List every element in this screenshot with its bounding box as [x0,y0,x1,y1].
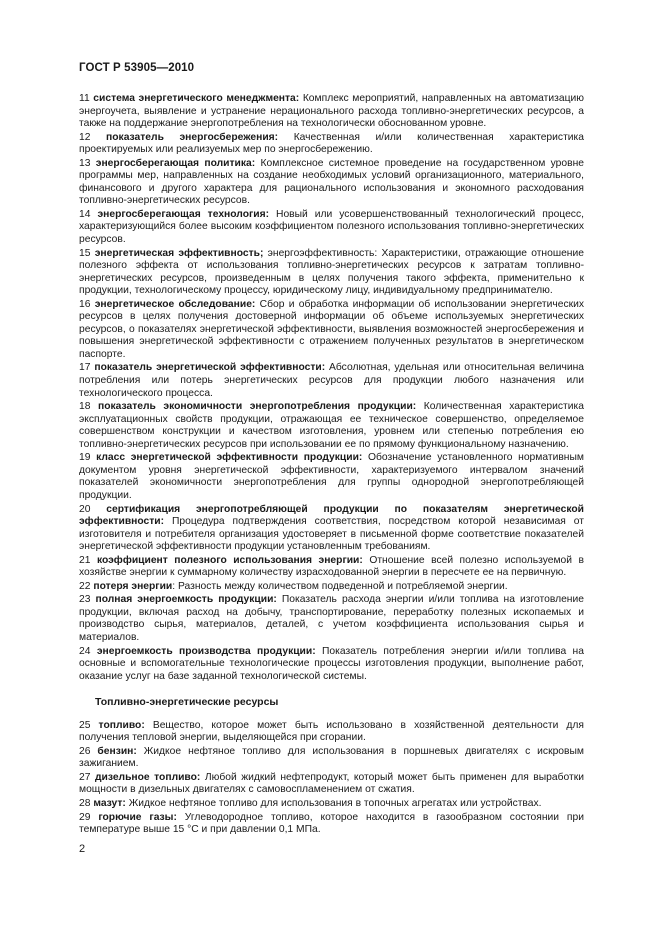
term-definition: Качественная и/или количественная характеристика проектируемых или реализуемых мер по энергосбережению. [79,131,584,156]
term-number: 19 [79,452,91,464]
term-entry [79,646,584,684]
term-number: 16 [79,298,91,310]
term-definition: Углеводородное топливо, которое находится в газообразном состоянии при температуре выше 15 °С и при давлении 0,1 МПа. [79,811,584,836]
term-definition: Количественная характеристика эксплуатационных свойств продукции, отражающая ее техническое совершенство, определяемое совершенством конструкции и качеством изготовления, уровнем или степенью потребления ею топливно-энергетических ресурсов при использовании ее по прямому функциональному назначению. [79,401,584,450]
term-name: горючие газы: [98,811,177,823]
term-entry [79,504,584,554]
term-number: 29 [79,811,91,823]
page-number: 2 [79,843,86,855]
section-title: Топливно-энергетические ресурсы [95,696,279,709]
term-entry [79,452,584,502]
term-number: 13 [79,157,91,169]
term-entry [79,132,584,157]
term-number: 12 [79,131,91,143]
term-definition: Показатель расхода энергии и/или топлива на изготовление продукции, включая расход на добычу, транспортирование, переработку полезных ископаемых и производство сырья, материалов, деталей, с учетом коэффициента использования сырья и материалов. [79,594,584,643]
term-number: 14 [79,208,91,220]
term-entry [79,93,584,131]
terms-list-fuel [79,720,584,837]
term-number: 17 [79,362,91,374]
term-definition: Комплексное системное проведение на государственном уровне программы мер, направленных на создание необходимых условий организационного, материального, финансового и другого характера для рационального использования и экономного расходования топливно-энергетических ресурсов. [79,157,584,207]
term-name: показатель энергосбережения: [106,131,279,143]
term-number: 20 [79,503,91,515]
term-number: 26 [79,745,91,757]
term-definition: Отношение всей полезно используемой в хозяйстве энергии к суммарному количеству израсходованной энергии в пересчете ее на первичную. [79,554,584,579]
terms-list-energy [79,93,584,683]
term-definition: Сбор и обработка информации об использовании энергетических ресурсов в целях получения достоверной информации об объеме используемых энергетических ресурсов, о показателях энергетической эффективности, выявления возможностей энергосбережения и повышения энергетической эффективности с отражением полученных результатов в энергетическом паспорте. [79,298,584,360]
term-number: 27 [79,771,91,783]
term-definition: : Разность между количеством подведенной и потребляемой энергии. [172,580,508,592]
term-number: 23 [79,594,91,606]
term-entry [79,555,584,580]
term-name: дизельное топливо: [94,771,201,783]
term-name: энергосберегающая политика: [95,157,256,169]
term-number: 11 [79,93,90,104]
term-name: класс энергетической эффективности продукции: [96,452,363,464]
term-entry [79,746,584,771]
term-definition: Показатель потребления энергии и/или топлива на основные и вспомогательные технологические процессы изготовления продукции, выполнение работ, оказание услуг на базе заданной технологической системы. [79,645,584,682]
term-name: энергосберегающая технология: [97,208,270,220]
term-definition: энергоэффективность: Характеристики, отражающие отношение полезного эффекта от использования топливно-энергетических ресурсов к затратам топливно-энергетических ресурсов, произведенным в целях получения такого эффекта, применительно к продукции, технологическому процессу, юридическому лицу, индивидуальному предпринимателю. [79,247,584,297]
term-definition: Комплекс мероприятий, направленных на автоматизацию энергоучета, выявление и устранение нерационального расхода топливно-энергетических ресурсов, а также на поддержание энергопотребления на технологически обоснованном уровне. [79,93,584,130]
term-name: показатель экономичности энергопотребления продукции: [98,401,417,413]
term-name: бензин: [97,745,137,757]
term-number: 21 [79,554,91,566]
term-number: 28 [79,797,91,809]
document-header: ГОСТ Р 53905—2010 [79,62,195,74]
term-definition: Любой жидкий нефтепродукт, который может быть применен для выработки мощности в дизельных двигателях с самовоспламенением от сжатия. [79,771,584,796]
term-definition: Абсолютная, удельная или относительная величина потребления или потерь энергетических ресурсов для продукции любого назначения или технологического процесса. [79,362,584,399]
term-name: потеря энергии [93,580,173,592]
term-entry [79,401,584,451]
term-name: энергоемкость производства продукции: [96,645,316,657]
term-entry [79,772,584,797]
document-body [79,93,584,838]
term-name: топливо: [98,719,145,731]
term-number: 25 [79,719,91,731]
term-entry [79,594,584,644]
term-name: система энергетического менеджмента: [93,93,300,104]
term-name: сертификация энергопотребляющей продукции по показателям энергетической эффективности: [79,503,584,528]
term-entry [79,720,584,745]
term-number: 15 [79,247,91,259]
term-name: полная энергоемкость продукции: [95,594,277,606]
term-definition: Вещество, которое может быть использовано в хозяйственной деятельности для получения тепловой энергии, выделяющейся при сгорании. [79,719,584,744]
term-definition: Жидкое нефтяное топливо для использования в топочных агрегатах или устройствах. [128,797,542,809]
term-name: коэффициент полезного использования энергии: [96,554,363,566]
term-name: показатель энергетической эффективности: [94,362,326,374]
term-number: 18 [79,401,91,413]
term-entry [79,209,584,247]
term-entry [79,158,584,208]
term-entry [79,798,584,811]
term-definition: Обозначение установленного нормативным документом уровня энергетической эффективности, характеризуемого интервалом значений показателей экономичности энергопотребления для группы однородной энергопотребляющей продукции. [79,452,584,501]
term-number: 22 [79,580,91,592]
term-name: энергетическое обследование: [94,298,256,310]
term-entry [79,812,584,837]
term-entry [79,362,584,400]
term-name: мазут: [93,797,126,809]
term-entry [79,299,584,362]
term-entry [79,248,584,298]
term-entry [79,581,584,594]
term-definition: Жидкое нефтяное топливо для использования в поршневых двигателях с искровым зажиганием. [79,745,584,770]
term-number: 24 [79,645,91,657]
term-name: энергетическая эффективность; [94,247,264,259]
term-definition: Процедура подтверждения соответствия, посредством которой независимая от изготовителя и потребителя организация удостоверяет в письменной форме соответствие показателей энергетической эффективности продукции установленным требованиям. [79,516,584,553]
term-definition: Новый или усовершенствованный технологический процесс, характеризующийся более высоким коэффициентом полезного использования топливно-энергетических ресурсов. [79,208,584,246]
